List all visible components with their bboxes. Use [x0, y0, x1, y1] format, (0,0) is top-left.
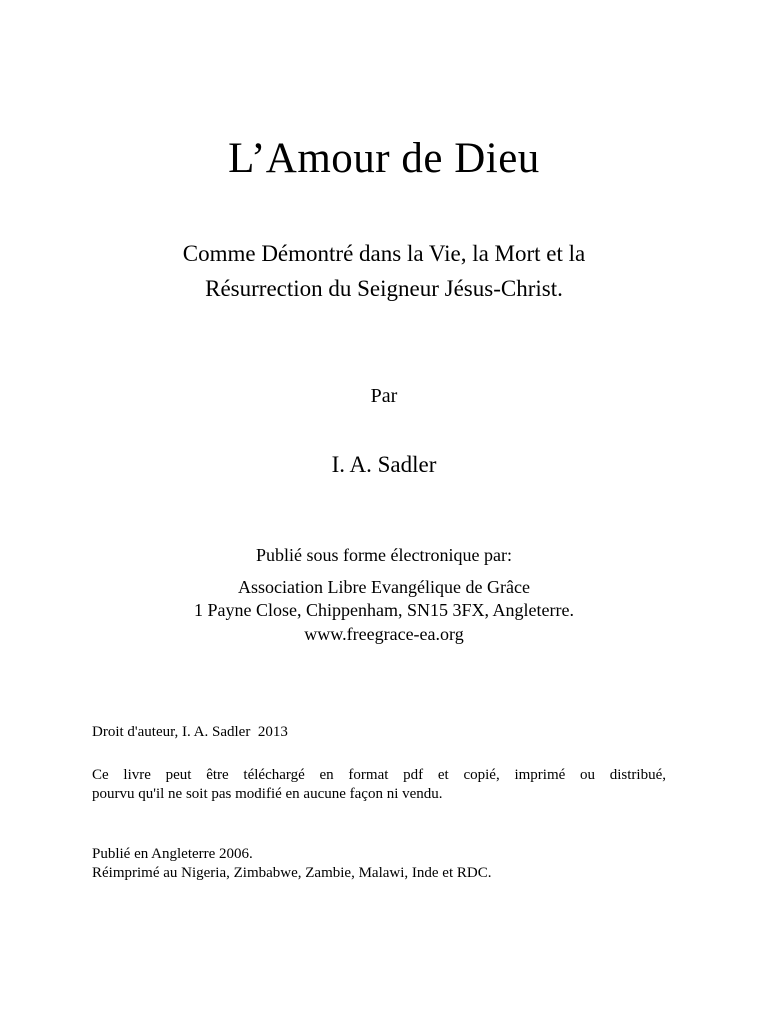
book-title: L’Amour de Dieu — [228, 135, 540, 182]
by-label: Par — [370, 385, 398, 407]
book-subtitle — [0, 236, 768, 306]
publication-history — [92, 845, 666, 883]
author-name: I. A. Sadler — [331, 452, 437, 477]
publisher-website: www.freegrace-ea.org — [304, 623, 464, 644]
subtitle-line-1: Comme Démontré dans la Vie, la Mort et la — [182, 241, 586, 266]
publisher-address: 1 Payne Close, Chippenham, SN15 3FX, Angleterre. — [194, 600, 574, 620]
history-line-1: Publié en Angleterre 2006. — [92, 846, 253, 862]
publisher-name: Association Libre Evangélique de Grâce — [238, 576, 530, 597]
history-line-2: Réimprimé au Nigeria, Zimbabwe, Zambie, Malawi, Inde et RDC. — [92, 865, 492, 881]
license-line-1: Ce livre peut être téléchargé en format pdf et copié, imprimé ou distribué, — [92, 767, 666, 783]
copyright-notice: Droit d'auteur, I. A. Sadler 2013 — [92, 724, 288, 740]
publisher-intro: Publié sous forme électronique par: — [256, 545, 512, 565]
license-notice — [92, 766, 666, 804]
publisher-info — [0, 544, 768, 646]
subtitle-line-2: Résurrection du Seigneur Jésus-Christ. — [205, 276, 563, 301]
license-line-2: pourvu qu'il ne soit pas modifié en aucune façon ni vendu. — [92, 786, 443, 802]
